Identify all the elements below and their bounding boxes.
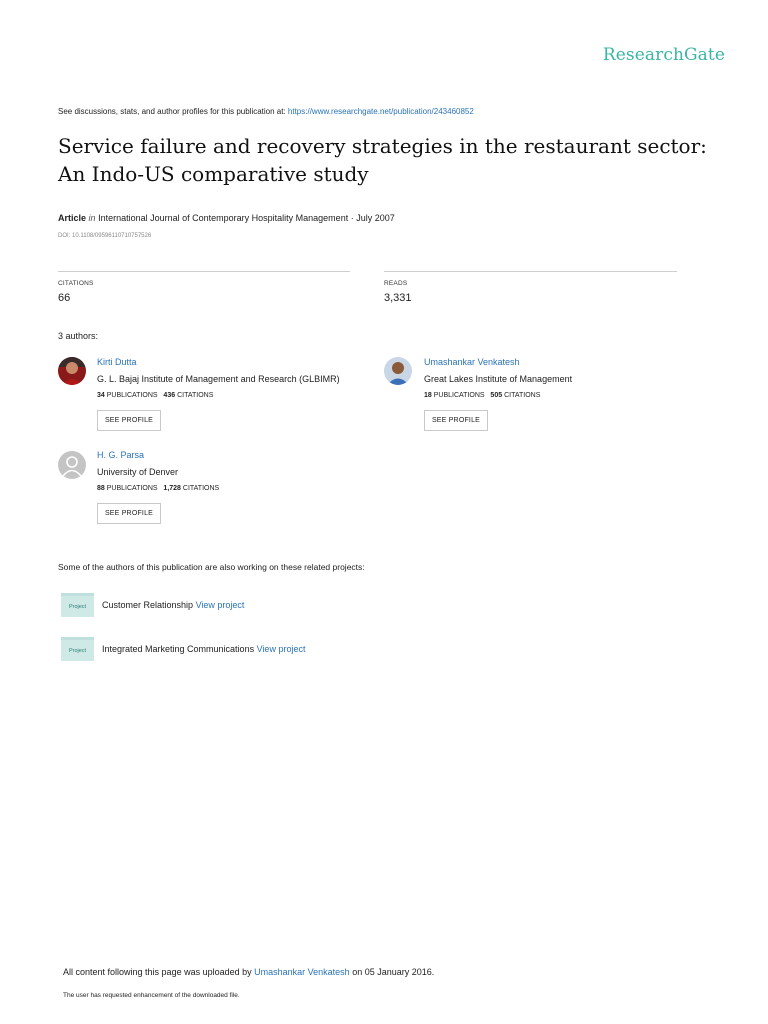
publication-url-link[interactable]: https://www.researchgate.net/publication/243460852 [287,107,474,116]
see-discussions-line [58,107,474,116]
see-profile-button[interactable]: SEE PROFILE [97,410,161,431]
project-badge [61,596,94,617]
citations-count: 1,728 [163,485,181,492]
see-profile-button[interactable]: SEE PROFILE [424,410,488,431]
doi: DOI: 10.1108/09596110710757526 [58,233,152,239]
publication-title: Service failure and recovery strategies in the restaurant sector: An Indo-US comparative study [58,134,707,186]
citations-divider [58,271,350,272]
citations-value: 66 [58,292,71,304]
author-institution: Great Lakes Institute of Management [424,374,573,384]
publications-label: PUBLICATIONS [433,392,485,399]
person-photo-icon [58,357,86,385]
author-stats [97,392,213,399]
upload-suffix: on 05 January 2016. [349,967,435,977]
publications-label: PUBLICATIONS [106,392,158,399]
author-name-link[interactable]: H. G. Parsa [97,450,145,460]
publication-type: Article [58,213,87,223]
publications-count: 18 [424,392,432,399]
author-institution: G. L. Bajaj Institute of Management and Research (GLBIMR) [97,374,340,384]
publications-count: 88 [97,485,105,492]
reads-divider [384,271,677,272]
author-stats [424,392,540,399]
reads-label: READS [384,280,408,287]
citations-label: CITATIONS [177,392,214,399]
author-name-link[interactable]: Kirti Dutta [97,357,137,367]
project-badge-label: Project [68,604,87,610]
reads-value: 3,331 [384,292,412,304]
researchgate-logo[interactable]: ResearchGate [602,45,725,65]
upload-prefix: All content following this page was uploaded by [63,967,255,977]
publication-venue: International Journal of Contemporary Hospitality Management · July 2007 [98,213,395,223]
publications-count: 34 [97,392,105,399]
view-project-link[interactable]: View project [195,600,245,610]
person-photo-icon [384,357,412,385]
author-avatar[interactable] [384,357,412,385]
related-project-item [102,644,305,654]
in-word: in [88,213,96,223]
author-stats [97,485,219,492]
citations-count: 436 [163,392,176,399]
project-name: Customer Relationship [102,600,194,610]
see-discussions-text: See discussions, stats, and author profiles for this publication at: [58,107,288,116]
view-project-link[interactable]: View project [256,644,306,654]
citations-label: CITATIONS [182,485,220,492]
uploader-link[interactable]: Umashankar Venkatesh [254,967,350,977]
project-name: Integrated Marketing Communications [102,644,255,654]
see-profile-button[interactable]: SEE PROFILE [97,503,161,524]
related-project-item [102,600,244,610]
author-avatar[interactable] [58,357,86,385]
project-badge [61,640,94,661]
authors-heading: 3 authors: [58,331,99,341]
citations-count: 505 [490,392,503,399]
project-badge-label: Project [68,648,87,654]
default-user-icon [58,451,86,479]
author-avatar[interactable] [58,451,86,479]
citations-label: CITATIONS [504,392,541,399]
related-projects-heading: Some of the authors of this publication are also working on these related projects: [58,562,365,572]
upload-info [63,967,434,977]
enhancement-note: The user has requested enhancement of the downloaded file. [63,992,240,999]
publications-label: PUBLICATIONS [106,485,158,492]
author-institution: University of Denver [97,467,179,477]
citations-label: CITATIONS [58,280,94,287]
publication-meta [58,213,395,223]
author-name-link[interactable]: Umashankar Venkatesh [424,357,520,367]
